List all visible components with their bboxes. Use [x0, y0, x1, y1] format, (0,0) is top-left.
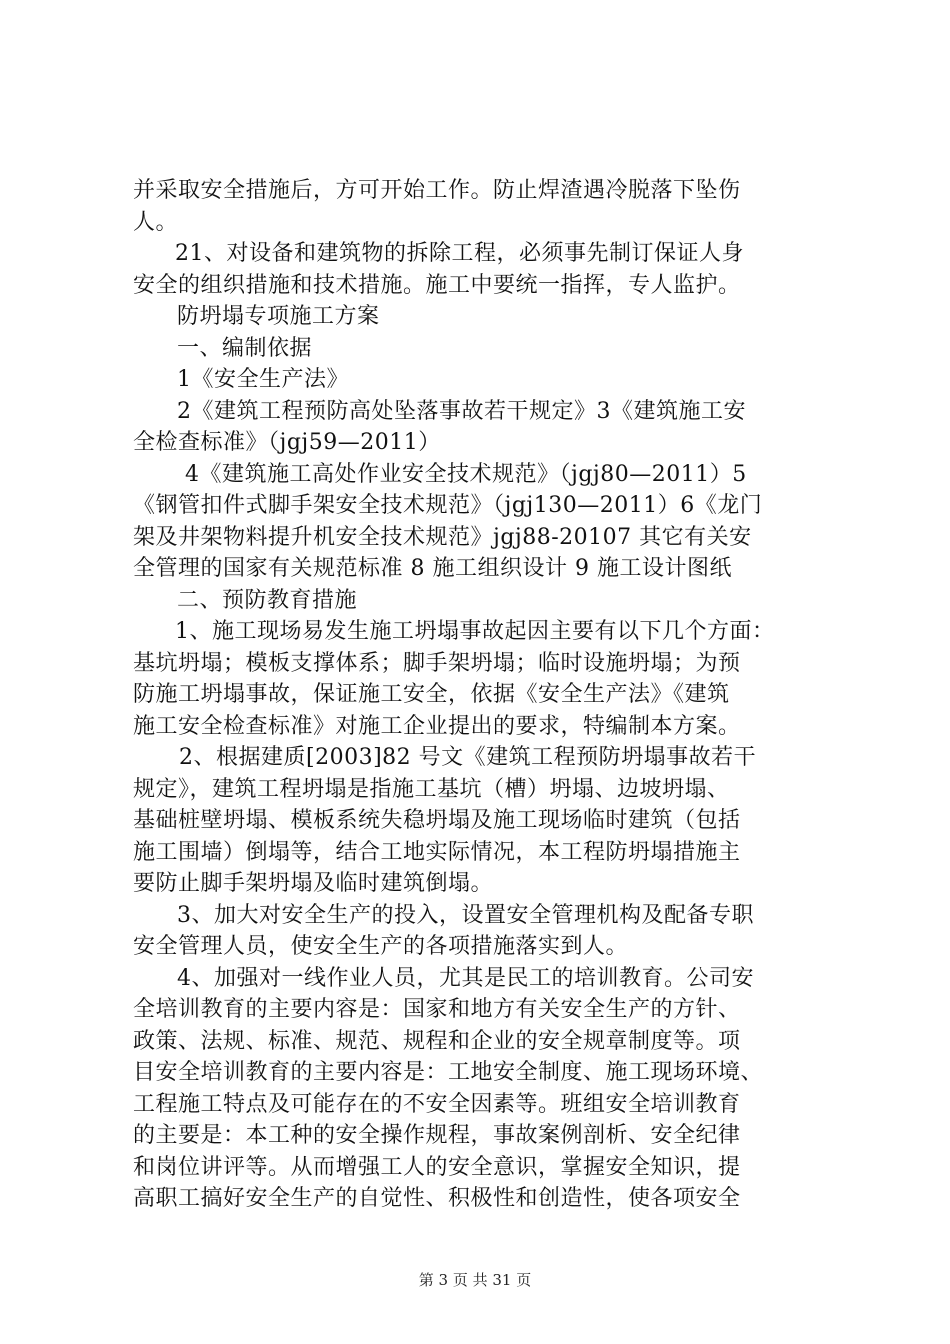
text-line: 二、预防教育措施: [177, 587, 358, 613]
text-line: 全培训教育的主要内容是：国家和地方有关安全生产的方针、: [133, 997, 741, 1022]
text-line: 要防止脚手架坍塌及临时建筑倒塌。: [133, 871, 494, 896]
text-line: 1《安全生产法》: [177, 367, 349, 392]
text-line: 4、加强对一线作业人员，尤其是民工的培训教育。公司安: [177, 965, 754, 991]
text-line: 施工安全检查标准》对施工企业提出的要求，特编制本方案。: [133, 713, 741, 739]
text-line: 施工围墙）倒塌等，结合工地实际情况，本工程防坍塌措施主: [133, 839, 741, 865]
page-footer: 第 3 页 共 31 页: [418, 1271, 532, 1289]
text-line: 基础桩壁坍塌、模板系统失稳坍塌及施工现场临时建筑（包括: [133, 808, 741, 833]
text-line: 规定》，建筑工程坍塌是指施工基坑（槽）坍塌、边坡坍塌、: [133, 776, 730, 802]
text-line: 的主要是：本工种的安全操作规程，事故案例剖析、安全纪律: [133, 1123, 741, 1148]
text-line: 政策、法规、标准、规范、规程和企业的安全规章制度等。项: [133, 1028, 741, 1054]
text-line: 人。: [133, 209, 179, 235]
text-line: 并采取安全措施后，方可开始工作。防止焊渣遇冷脱落下坠伤: [133, 178, 741, 203]
text-line: 2、根据建质[2003]82 号文《建筑工程预防坍塌事故若干: [179, 745, 757, 770]
text-line: 全管理的国家有关规范标准 8 施工组织设计 9 施工设计图纸: [133, 556, 732, 581]
text-line: 一、编制依据: [177, 335, 313, 361]
text-line: 安全的组织措施和技术措施。施工中要统一指挥，专人监护。: [133, 272, 741, 298]
text-line: 防坍塌专项施工方案: [177, 304, 380, 329]
text-line: 工程施工特点及可能存在的不安全因素等。班组安全培训教育: [133, 1091, 741, 1117]
text-line: 2《建筑工程预防高处坠落事故若干规定》3《建筑施工安: [177, 398, 746, 424]
document-body: [133, 175, 863, 1215]
text-line: 高职工搞好安全生产的自觉性、积极性和创造性，使各项安全: [133, 1186, 741, 1211]
text-line: 3、加大对安全生产的投入，设置安全管理机构及配备专职: [177, 902, 754, 928]
text-line: 安全管理人员，使安全生产的各项措施落实到人。: [133, 934, 629, 959]
text-line: 4《建筑施工高处作业安全技术规范》（jgj80—2011）5: [185, 461, 747, 487]
text-line: 《钢管扣件式脚手架安全技术规范》（jgj130—2011）6《龙门: [133, 493, 763, 518]
text-line: 21、对设备和建筑物的拆除工程，必须事先制订保证人身: [175, 241, 744, 266]
text-line: 全检查标准》（jgj59—2011）: [133, 430, 441, 455]
text-line: 架及井架物料提升机安全技术规范》jgj88-20107 其它有关安: [133, 524, 752, 550]
text-line: 基坑坍塌；模板支撑体系；脚手架坍塌；临时设施坍塌；为预: [133, 650, 741, 676]
text-line: 防施工坍塌事故，保证施工安全，依据《安全生产法》《建筑: [133, 682, 730, 707]
text-line: 目安全培训教育的主要内容是：工地安全制度、施工现场环境、: [133, 1060, 764, 1085]
text-line: 和岗位讲评等。从而增强工人的安全意识，掌握安全知识，提: [133, 1154, 741, 1180]
text-line: 1、施工现场易发生施工坍塌事故起因主要有以下几个方面：: [175, 619, 775, 644]
